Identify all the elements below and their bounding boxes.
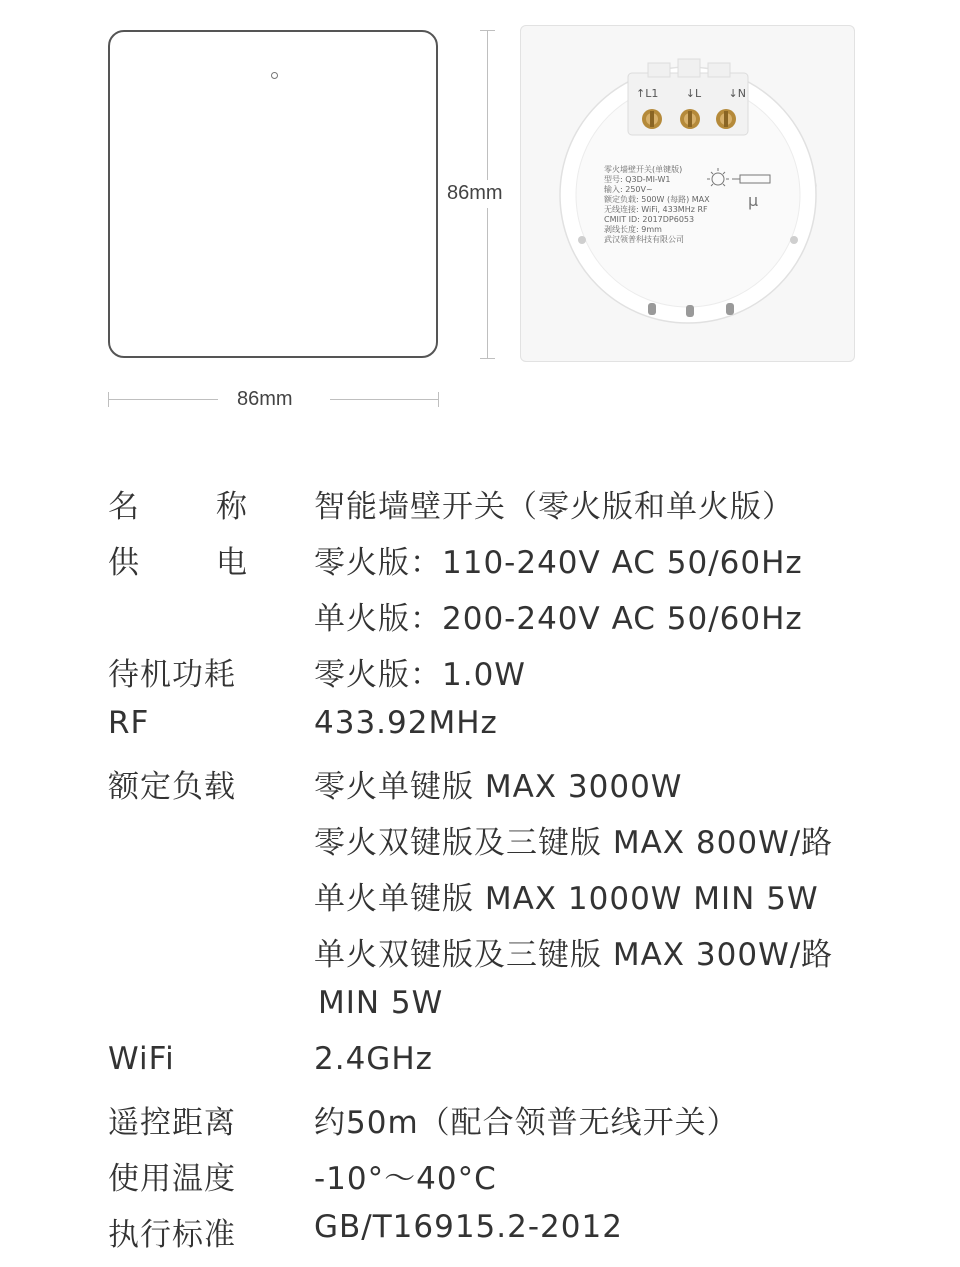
spec-value-power-neutral: 零火版：110-240V AC 50/60Hz bbox=[314, 545, 803, 581]
switch-back-panel bbox=[520, 25, 855, 362]
product-label-line: 零火墙壁开关(单键版) bbox=[604, 165, 683, 174]
micro-symbol: μ bbox=[748, 191, 759, 210]
spec-label-char: 电 bbox=[216, 545, 248, 581]
product-label-line: CMIIT ID: 2017DP6053 bbox=[604, 215, 695, 224]
spec-value-temperature: -10°～40°C bbox=[314, 1161, 497, 1197]
spec-value-name: 智能墙壁开关（零火版和单火版） bbox=[314, 489, 794, 525]
spec-label-standby: 待机功耗 bbox=[108, 657, 236, 693]
spec-label-remote-range: 遥控距离 bbox=[108, 1105, 236, 1141]
height-dimension-label: 86mm bbox=[447, 182, 503, 204]
height-dimension-tick-bottom bbox=[480, 358, 495, 359]
spec-value-remote-range: 约50m（配合领普无线开关） bbox=[314, 1105, 739, 1141]
spec-label-char: 称 bbox=[216, 489, 248, 525]
terminal-label-l: ↓L bbox=[685, 87, 702, 100]
spec-value-wifi: 2.4GHz bbox=[314, 1041, 433, 1077]
spec-value-rated-load: 单火双键版及三键版 MAX 300W/路 bbox=[314, 937, 834, 973]
indicator-light-icon bbox=[271, 72, 278, 79]
terminal-screws bbox=[642, 109, 736, 129]
terminal-label-n: ↓N bbox=[728, 87, 746, 100]
width-dimension-label: 86mm bbox=[237, 388, 293, 410]
spec-value-power-single: 单火版：200-240V AC 50/60Hz bbox=[314, 601, 803, 637]
spec-value-standby: 零火版：1.0W bbox=[314, 657, 526, 693]
height-dimension-tick-top bbox=[480, 30, 495, 31]
spec-label-char: 供 bbox=[108, 545, 140, 581]
spec-label-power bbox=[108, 537, 248, 582]
spec-value-standard: GB/T16915.2-2012 bbox=[314, 1209, 623, 1245]
spec-label-rated-load: 额定负载 bbox=[108, 769, 236, 805]
spec-value-rf: 433.92MHz bbox=[314, 705, 498, 741]
height-dimension-line-top bbox=[487, 30, 488, 180]
product-label-line: 输入: 250V~ bbox=[604, 185, 653, 194]
terminal-labels bbox=[636, 87, 746, 100]
spec-label-temperature: 使用温度 bbox=[108, 1161, 236, 1197]
spec-label-rf: RF bbox=[108, 705, 150, 741]
width-dimension-line-right bbox=[330, 399, 438, 400]
spec-label-char: 名 bbox=[108, 489, 140, 525]
spec-value-rated-load: 零火双键版及三键版 MAX 800W/路 bbox=[314, 825, 834, 861]
product-label-line: 剥线长度: 9mm bbox=[604, 225, 662, 234]
spec-label-name bbox=[108, 481, 248, 526]
width-dimension-tick-right bbox=[438, 392, 439, 407]
spec-label-wifi: WiFi bbox=[108, 1041, 175, 1077]
terminal-label-l1: ↑L1 bbox=[636, 87, 659, 100]
product-label bbox=[604, 165, 710, 245]
spec-value-rated-load: 零火单键版 MAX 3000W bbox=[314, 769, 683, 805]
spec-value-rated-load: MIN 5W bbox=[318, 985, 444, 1021]
product-label-line: 武汉领普科技有限公司 bbox=[604, 235, 684, 244]
height-dimension-line-bottom bbox=[487, 208, 488, 358]
switch-front-panel bbox=[108, 30, 438, 358]
spec-value-rated-load: 单火单键版 MAX 1000W MIN 5W bbox=[314, 881, 819, 917]
spec-label-standard: 执行标准 bbox=[108, 1217, 236, 1253]
product-label-line: 额定负载: 500W (每路) MAX bbox=[604, 195, 710, 204]
product-label-line: 型号: Q3D-MI-W1 bbox=[604, 175, 671, 184]
product-label-line: 无线连接: WiFi, 433MHz RF bbox=[604, 205, 708, 214]
width-dimension-line-left bbox=[108, 399, 218, 400]
